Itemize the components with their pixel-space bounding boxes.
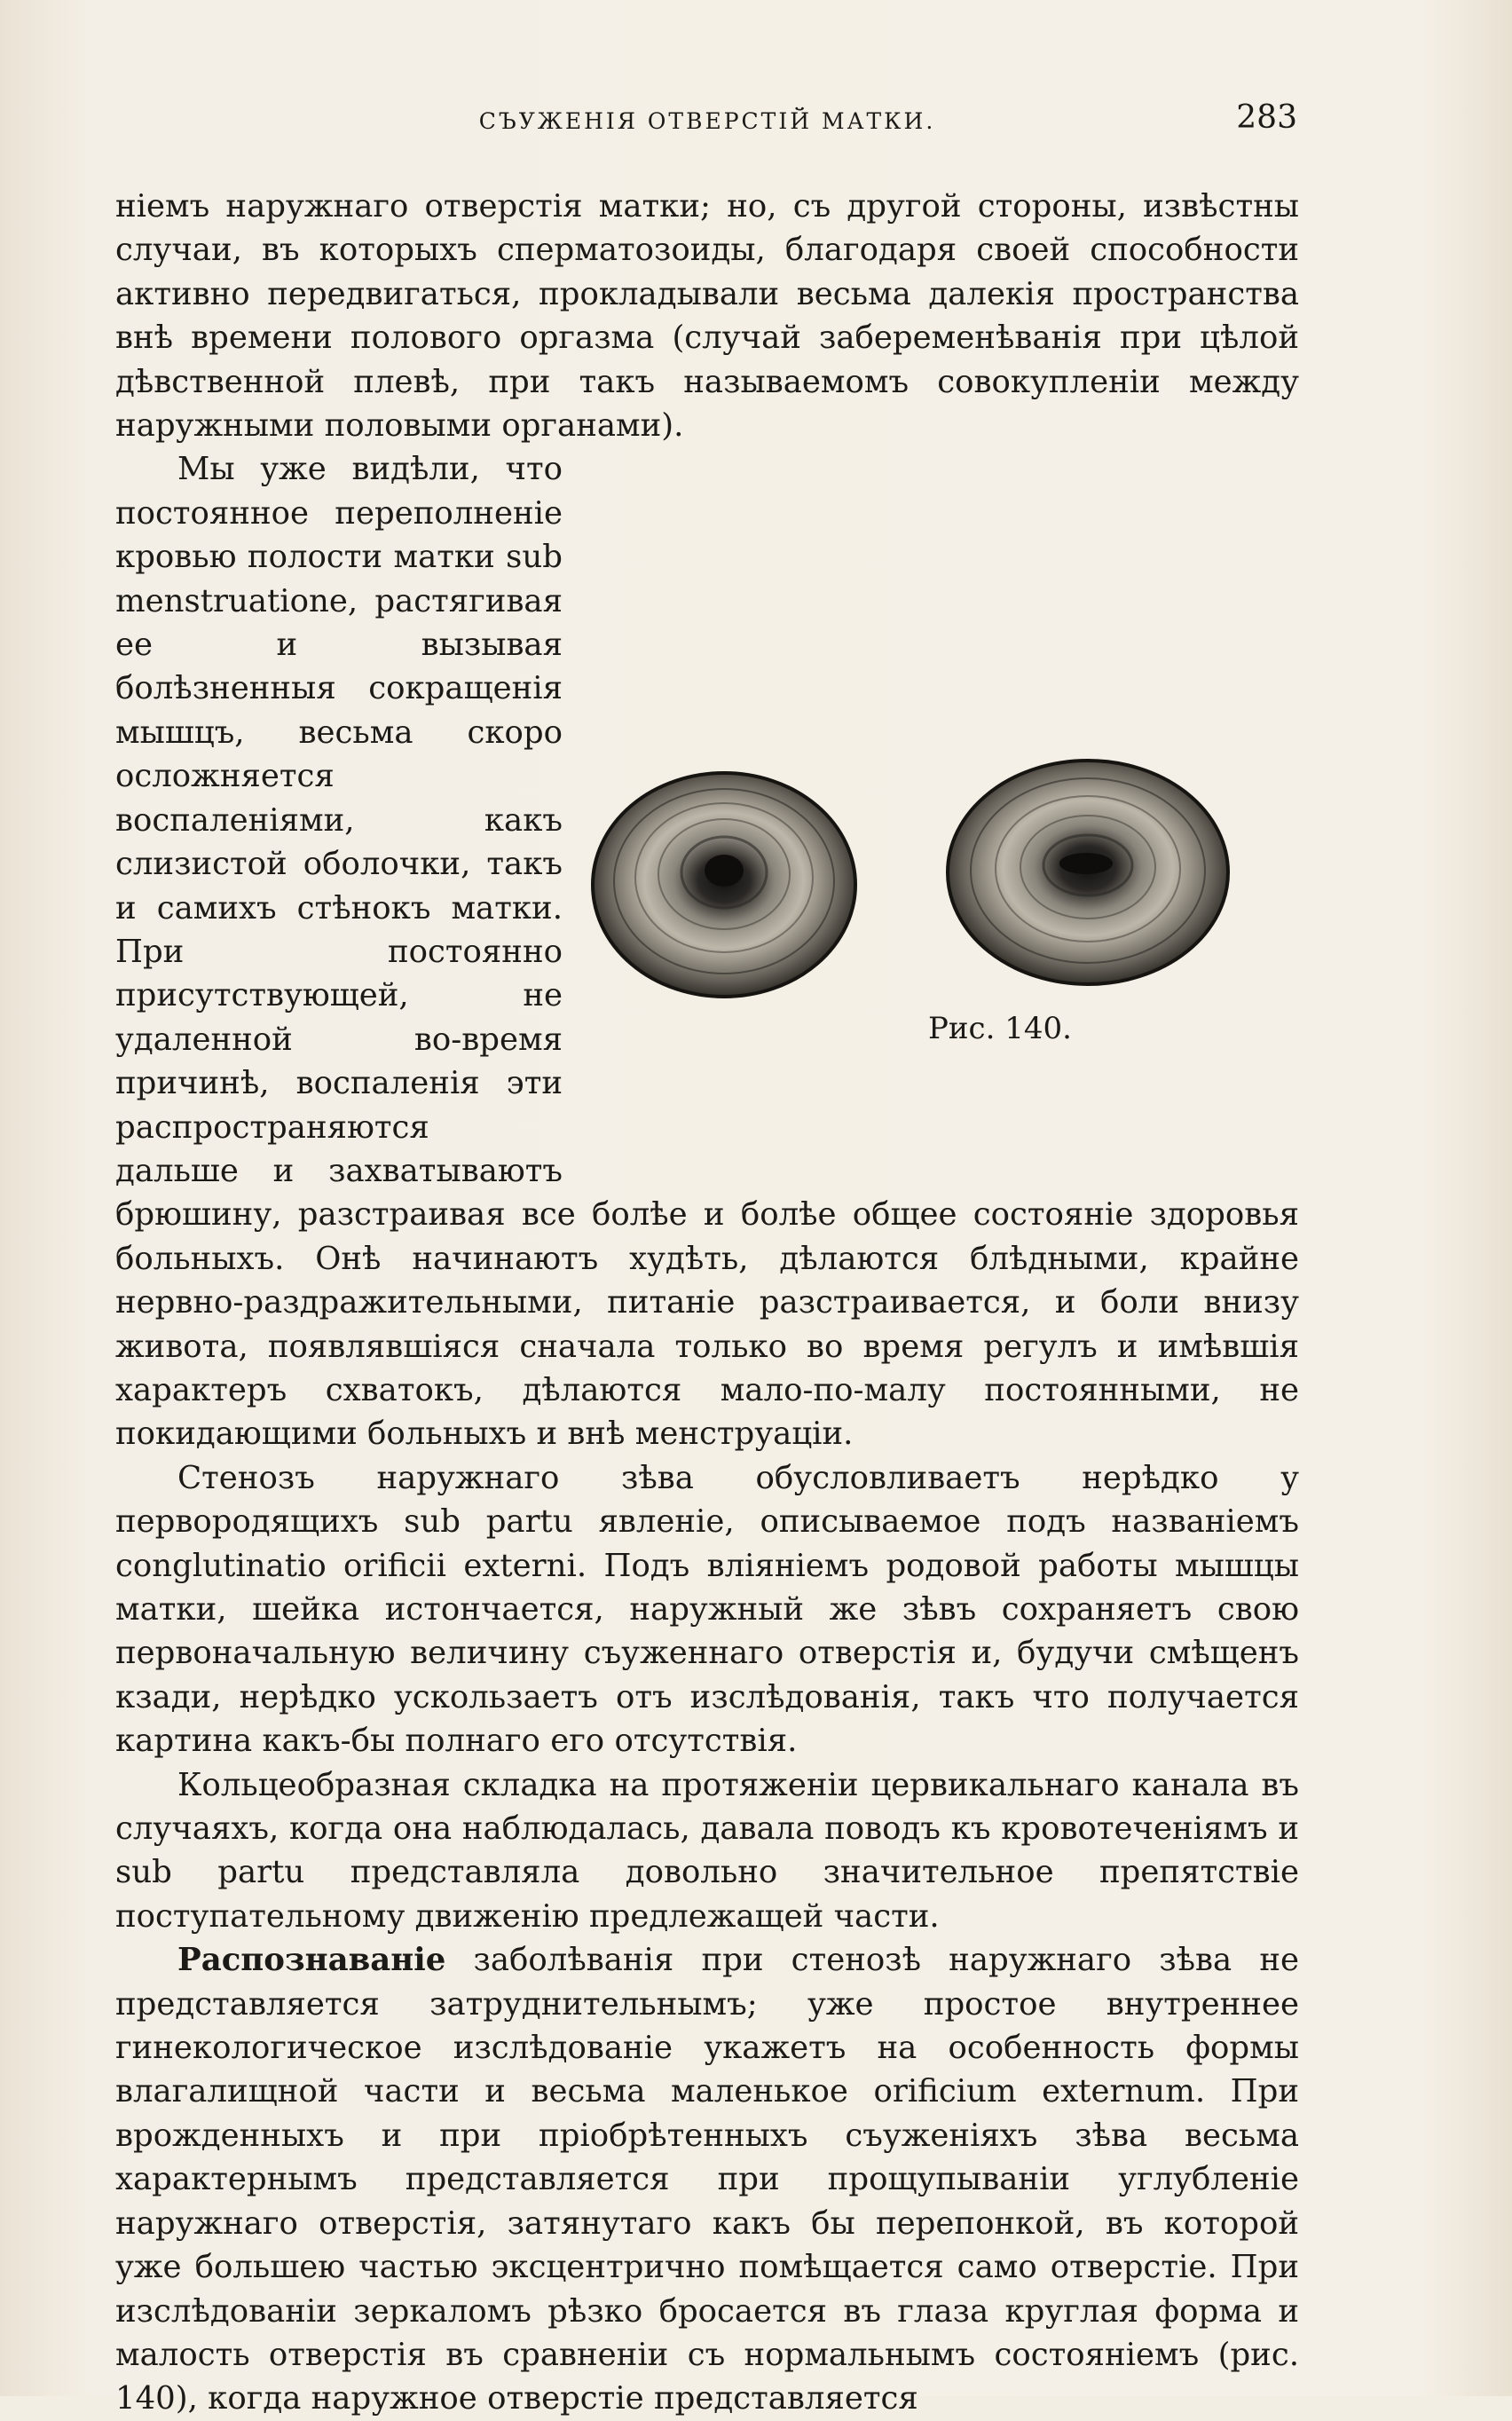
paragraph-with-figure	[115, 447, 1299, 1455]
running-title: СЪУЖЕНІЯ ОТВЕРСТІЙ МАТКИ.	[478, 108, 936, 134]
left-cervix-drawing	[593, 773, 855, 997]
paragraph: Кольцеобразная складка на протяженіи цервикальнаго канала въ случаяхъ, когда она наблюдалась, давала поводъ къ кровотеченіямъ и sub partu представляла довольно значительное препятствіе поступательному движенію предлежащей части.	[115, 1766, 1299, 1935]
body-text	[115, 185, 1299, 2421]
paragraph: Стенозъ наружнаго зѣва обусловливаетъ нерѣдко у первородящихъ sub partu явленіе, описываемое подъ названіемъ conglutinatio orificii externi. Подъ вліяніемъ родовой работы мышцы матки, шейка истончается, наружный же зѣвъ сохраняетъ свою первоначальную величину съуженнаго отверстія и, будучи смѣщенъ кзади, нерѣдко ускользаетъ отъ изслѣдованія, такъ что получается картина какъ-бы полнаго его отсутствія.	[115, 1459, 1299, 1760]
right-cervix-drawing	[948, 761, 1228, 984]
paragraph-text: заболѣванія при стенозѣ наружнаго зѣва не представляется затруднительнымъ; уже простое внутреннее гинекологическое изслѣдованіе укажетъ на особенность формы влагалищной части и весьма маленькое orificium externum. При врожденныхъ и при пріобрѣтенныхъ съуженіяхъ зѣва весьма характернымъ представляется при прощупываніи углубленіе наружнаго отверстія, затянутаго какъ бы перепонкой, въ которой уже большею частью эксцентрично помѣщается само отверстіе. При изслѣдованіи зеркаломъ рѣзко бросается въ глаза круглая форма и малость отверстія въ сравненіи съ нормальнымъ состояніемъ (рис. 140), когда наружное отверстіе представляется	[115, 1942, 1299, 2417]
bold-lead-term: Распознаваніе	[177, 1942, 446, 1979]
figure-caption: Рис. 140.	[928, 1011, 1072, 1047]
paragraph-text: Мы уже видѣли, что постоянное переполненіе кровью полости матки sub menstruatione, растягивая ее и вызывая болѣзненныя сокращенія мышцъ, весьма скоро осложняется воспаленіями, какъ слизистой оболочки, такъ и самихъ стѣнокъ матки. При постоянно присутствующей, не удаленной во-время причинѣ, воспаленія эти распространяются дальше и захватываютъ брюшину, разстраивая все болѣе и болѣе общее состояніе здоровья больныхъ. Онѣ начинаютъ худѣть, дѣлаются блѣдными, крайне нервно-раздражительными, питаніе разстраивается, и боли внизу живота, появлявшіяся сначала только во время регулъ и имѣвшія характеръ схватокъ, дѣлаются мало-по-малу постоянными, не покидающими больныхъ и внѣ менструаціи.	[115, 451, 1299, 1453]
figure-140	[589, 752, 1299, 1153]
cervix-illustrations	[589, 752, 1299, 1153]
paragraph: ніемъ наружнаго отверстія матки; но, съ другой стороны, извѣстны случаи, въ которыхъ сперматозоиды, благодаря своей способности активно передвигаться, прокладывали весьма далекія пространства внѣ времени полового оргазма (случай забеременѣванія при цѣлой дѣвственной плевѣ, при такъ называемомъ совокупленіи между наружными половыми органами).	[115, 188, 1299, 445]
page-number: 283	[1236, 99, 1297, 136]
paragraph	[115, 1938, 1299, 2420]
running-head	[117, 99, 1297, 140]
